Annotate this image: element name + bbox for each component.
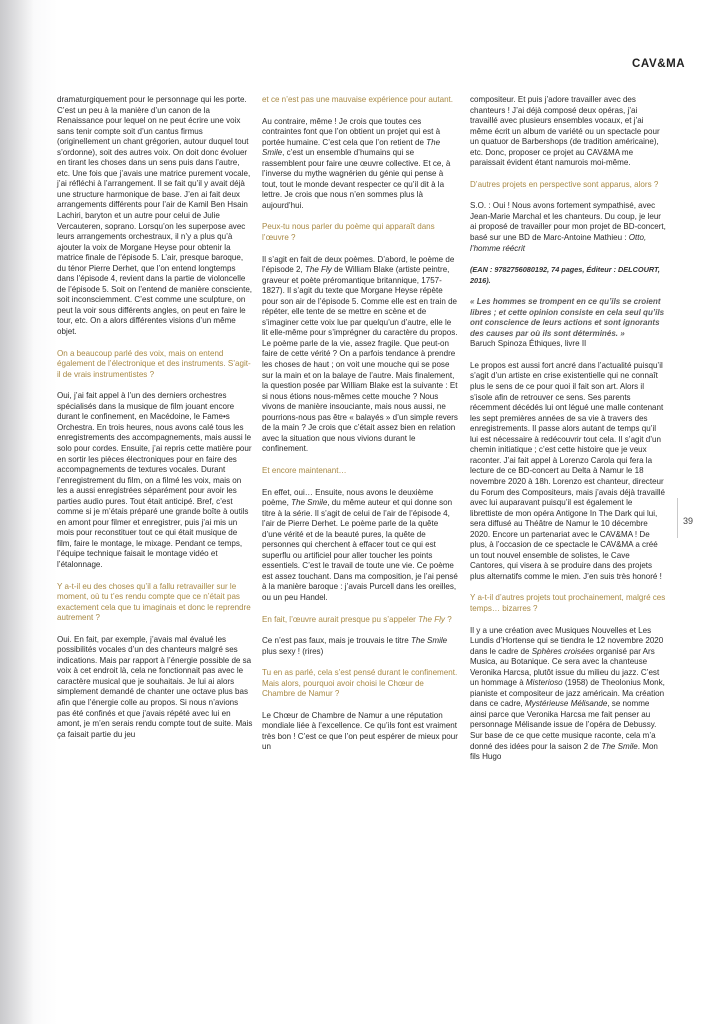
- quote-text: « Les hommes se trompent en ce qu’ils se croient libres ; et cette opinion consiste en cela seul qu’ils ont conscience de leurs actions et sont ignorants des causes par où ils sont déterminés. »: [470, 297, 665, 338]
- italic-title: The Fly: [418, 614, 445, 624]
- italic-title: Otto, l’homme réécrit: [470, 233, 647, 253]
- italic-title: Sphères croisées: [531, 646, 594, 656]
- interview-answer: [262, 255, 459, 455]
- interview-answer: [262, 636, 459, 657]
- text-run: ?: [444, 614, 452, 624]
- interview-answer: [470, 201, 666, 254]
- interview-answer: Le Chœur de Chambre de Namur a une réputation mondiale liée à l’excellence. Ce qu’ils font est vraiment très bon ! C’est ce que l’on peut espérer de mieux pour un: [262, 710, 458, 752]
- text-run: , c’est un ensemble d’humains qui se rassemblent pour faire une œuvre collective. Et ce, à l’inverse du mythe wagnérien du génie qui pense à tout, tout le monde devant respecter ce qu’il dit à la lettre. Je crois que nous n’en sommes plus là aujourd’hui.: [262, 148, 451, 210]
- text-run: . Mon fils Hugo: [470, 741, 658, 762]
- interview-answer: Oui. En fait, par exemple, j’avais mal évalué les possibilités vocales d’un des chanteurs malgré ses indications. Mais par rapport à l’énergie possible de sa voix à cet endroit là, cela ne fonctionnait pas avec le caractère musical que je souhaitais. Je lui ai alors simplement demandé de chanter une octave plus bas afin que l’énergie colle au propos. Si nous n’avions pas été confinés et que j’avais répété avec lui en amont, je m’en serais rendu compte tout de suite. Mais ça faisait partie du jeu: [57, 634, 253, 739]
- text-column-1: [57, 95, 253, 751]
- interview-answer: [262, 488, 459, 604]
- text-run: En fait, l’œuvre aurait presque pu s’appeler: [262, 614, 419, 624]
- text-run: plus sexy ! (rires): [262, 646, 324, 656]
- italic-title: The Smile: [262, 137, 441, 158]
- text-run: Ce n’est pas faux, mais je trouvais le titre: [262, 636, 411, 646]
- quote-attribution: Baruch Spinoza Éthiques, livre II: [470, 339, 587, 349]
- interview-question: D’autres projets en perspective sont apparus, alors ?: [470, 179, 659, 189]
- text-run: de William Blake (artiste peintre, graveur et poète préromantique britannique, 1757-1827). Il s’agit du texte que Morgane Heyse répète pour son air de l’épisode 5. Comme elle est en train de répéter, elle tente de se mettre en scène et de s’imaginer cette voix lue par quelqu’un d’autre, elle le lit elle-même pour s’imprégner du caractère du propos. Le poème parle de la vie, assez fragile. Que peut-on faire de cette vérité ? On a parfois tendance à prendre les choses de haut ; on voit une mouche qui se pose sur la main et on la balaye de l’autre. Mais finalement, la question posée par William Blake est la suivante : Et si nous étions nous-mêmes cette mouche ? Nous vivons de manière insouciante, mais nous aussi, ne pourrions-nous pas être « balayés » d’un simple revers de la main ? Je crois que c’était assez bien en relation avec la situation que nous vivions durant le confinement.: [262, 265, 458, 454]
- interview-question: On a beaucoup parlé des voix, mais on entend également de l’électronique et des instruments. S’agit-il de vrais instrumentistes ?: [57, 348, 251, 379]
- text-column-3: [470, 95, 666, 774]
- interview-answer: Oui, j’ai fait appel à l’un des derniers orchestres spécialisés dans la musique de film jouant encore durant le confinement, en Macédoine, le Fame•s Orchestra. En trois heures, nous avons calé tous les enregistrements des accompagnements, mais aussi le solo pour cordes. Ensuite, j’ai repris cette matière pour en sortir les pièces électroniques pour en faire des accompagnements de textures vocales. Durant l’enregistrement du film, on a filmé les voix, mais on les a aussi enregistrées séparément pour avoir les parties audio pures. Tout était anticipé. Bref, c’est comme si je m’étais préparé une grande boîte à outils en amont pour filmer et enregistrer, puis j’ai mis un mois pour reconstituer tout ce qui était musique de film, faire le montage, le mixage. Pendant ce temps, l’équipe technique faisait le montage vidéo et l’étalonnage.: [57, 391, 252, 569]
- interview-answer: compositeur. Et puis j’adore travailler avec des chanteurs ! J’ai déjà composé deux opéras, j’ai travaillé avec plusieurs ensembles vocaux, et j’ai même écrit un album de variété ou un spectacle pour un quatuor de Barbershops (de tradition américaine), etc. Donc, proposer ce projet au CAV&MA me paraissait évident étant namurois moi-même.: [470, 95, 660, 168]
- page-gutter-shadow: [0, 0, 34, 1024]
- text-run: Au contraire, même ! Je crois que toutes ces contraintes font que l’on obtient un projet qui est à portée humaine. C’est cela que l’on retient de: [262, 116, 441, 147]
- book-reference: (EAN : 9782756080192, 74 pages, Éditeur : DELCOURT, 2016).: [470, 265, 660, 285]
- interview-question: Y a-t-il eu des choses qu’il a fallu retravailler sur le moment, où tu t’es rendu compte que ce n’était pas exactement cela que tu imaginais et donc le reprendre autrement ?: [57, 581, 251, 623]
- italic-title: The Smile: [601, 741, 638, 751]
- text-run: , se nomme ainsi parce que Veronika Harcsa me fait penser au personnage Mélisande issue de l’opéra de Debussy. Sur base de ce que cette musique raconte, cela m’a donné des idées pour la saison 2 de: [470, 699, 657, 751]
- text-run: Il y a une création avec Musiques Nouvelles et Les Lundis d’Hortense qui se tiendra le 12 novembre 2020 dans le cadre de: [470, 625, 664, 656]
- interview-question: Y a-t-il d’autres projets tout prochainement, malgré ces temps… bizarres ?: [470, 593, 666, 613]
- interview-answer: Le propos est aussi fort ancré dans l’actualité puisqu’il s’agit d’un artiste en crise existentielle qui ne connaît plus le sens de ce pour quoi il fait son art. Alors il s’isole afin de retrouver ce sens. Ses parents récemment décédés lui ont légué une malle contenant les sept premières années de sa vie à travers des enregistrements. Il passe alors autant de temps qu’il lui est nécessaire à redécouvrir tout cela. Il s’agit d’un chemin initiatique ; c’est cette histoire que je veux raconter. J’ai fait appel à Lorenzo Carola qui fera la lecture de ce BD-concert au Delta à Namur le 18 novembre 2020 à 18h. Lorenzo est chanteur, directeur du Forum des Compositeurs, mais j’avais déjà travaillé avec lui auparavant puisqu’il est également le librettiste de mon opéra Antigone In The Dark qui lui, sera diffusé au Théâtre de Namur le 10 décembre 2020. Encore un partenariat avec le CAV&MA ! De plus, à l’occasion de ce spectacle le CAV&MA a créé un tout nouvel ensemble de solistes, le Cave Cantores, qui visera à se produire dans des projets plus alternatifs comme le mien. J’en suis très honoré !: [470, 360, 665, 581]
- interview-answer: [262, 117, 459, 212]
- text-run: (1958) de Theolonius Monk, pianiste et compositeur de jazz américain. Ma création dans ce cadre,: [470, 678, 665, 709]
- text-column-2: [262, 95, 459, 764]
- italic-title: Mystérieuse Mélisande: [525, 699, 608, 709]
- header-logo: CAV&MA: [632, 58, 686, 70]
- interview-question: et ce n’est pas une mauvaise expérience pour autant.: [262, 95, 454, 104]
- text-run: organisé par Ars Musica, au Botanique. Ce sera avec la chanteuse Veronika Harcsa, plutôt issue du milieu du jazz. C’est un hommage à: [470, 646, 660, 688]
- interview-question: Tu en as parlé, cela s’est pensé durant le confinement. Mais alors, pourquoi avoir choisi le Chœur de Chambre de Namur ?: [262, 668, 458, 699]
- text-run: Il s’agit en fait de deux poèmes. D’abord, le poème de l’épisode 2,: [262, 254, 455, 275]
- text-run: En effet, oui… Ensuite, nous avons le deuxième poème,: [262, 487, 434, 508]
- interview-question: Peux-tu nous parler du poème qui apparaît dans l’œuvre ?: [262, 222, 435, 243]
- pull-quote: [470, 297, 666, 350]
- interview-question: [262, 615, 459, 626]
- italic-title: Misterioso: [525, 678, 563, 688]
- page-number: 39: [683, 516, 694, 526]
- text-run: , du même auteur et qui donne son titre à la série. Il s’agit de celui de l’air de l’épisode 4, l’air de Pierre Derhet. Le poème parle de la quête d’une vérité et de la beauté pures, la quête de personnes qui cherchent à effacer tout ce qui est superflu ou artificiel pour aller toucher les points essentiels. C’est le travail de toute une vie. Ce poème est assez touchant. Dans ma composition, je l’ai pensé à la manière baroque : j’avais Purcell dans les oreilles, ou un peu Handel.: [262, 498, 458, 602]
- interview-answer: [470, 626, 666, 763]
- page-number-rule: [677, 498, 678, 538]
- italic-title: The Fly: [304, 265, 332, 275]
- italic-title: The Smile: [410, 636, 448, 646]
- interview-question: Et encore maintenant…: [262, 465, 347, 475]
- text-run: S.O. : Oui ! Nous avons fortement sympathisé, avec Jean-Marie Marchal et les chanteurs. Du coup, je leur ai proposé de travailler pour mon projet de BD-concert, basé sur une BD de Marc-Antoine Mathieu :: [470, 201, 666, 243]
- interview-answer: dramaturgiquement pour le personnage qui les porte. C’est un peu à la manière d’un canon de la Renaissance pour lequel on ne peut écrire une voix sans tenir compte soit d’un cantus firmus (originellement un chant grégorien, autour duquel tout s’ordonne), soit des autres voix. On doit donc évoluer en tirant les choses dans un sens puis dans l’autre, etc. Une fois que j’avais une matrice purement vocale, j’ai réfléchi à l’arrangement. Il se fait qu’il y avait déjà une structure harmonique de base. J’en ai fait deux arrangements différents pour l’air de Kamil Ben Hsain Lachiri, baryton et un autre pour celui de Julie Vercauteren, soprano. Lorsqu’on les superpose avec leurs arrangements orchestraux, il n’y a plus qu’à ajouter la voix de Morgane Heyse pour obtenir la matrice finale de l’épisode 5. L’air, presque baroque, du ténor Pierre Derhet, que l’on entend longtemps dans l’épisode 4, revient dans la partie de violoncelle de l’épisode 5. Soit on l’entend de manière consciente, soit inconsciemment. C’est comme une sculpture, on peut la voir sous différents angles, on peut en faire le tour, etc. On a alors différentes visions d’un même objet.: [57, 95, 253, 337]
- italic-title: The Smile: [291, 498, 328, 508]
